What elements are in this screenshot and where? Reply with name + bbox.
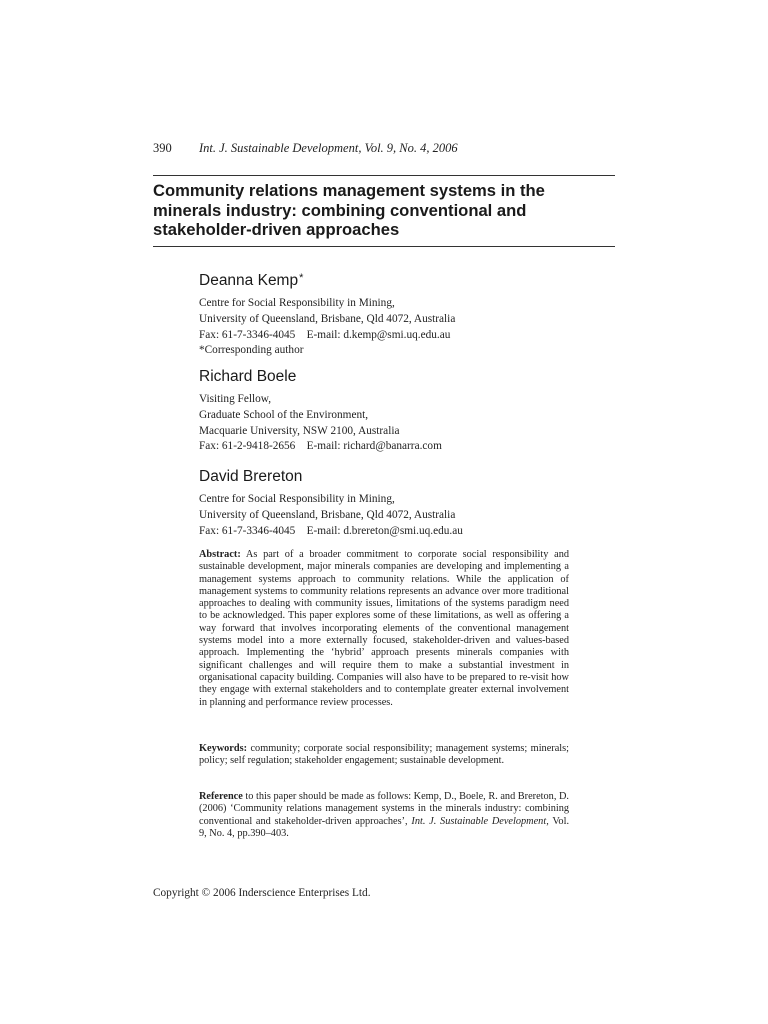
abstract-text: As part of a broader commitment to corporate social responsibility and sustainable development, major minerals companies are developing and implementing a management systems approach to community relations. While the application of management systems to community relations represents an advance over more traditional approaches to dealing with community issues, limitations of the systems paradigm need to be acknowledged. This paper explores some of these limitations, as well as offering a way forward that involves incorporating elements of the conventional management systems model into a more externally focused, stakeholder-driven and values-based approach. Implementing the ‘hybrid’ approach presents minerals companies with significant challenges and will require them to make a substantial investment in organisational capacity building. Companies will also have to be prepared to re-visit how they engage with external stakeholders and to contemplate greater external involvement in planning and performance review processes. (199, 549, 569, 708)
keywords (199, 743, 569, 768)
author-affiliation-line: Graduate School of the Environment, (199, 408, 369, 421)
paper-title-line: minerals industry: combining conventional and (153, 200, 527, 220)
author-name (199, 269, 579, 290)
paper-title-line: stakeholder-driven approaches (153, 220, 400, 239)
author-contact-line: Fax: 61-7-3346-4045 E-mail: d.brereton@smi.uq.edu.au (199, 524, 463, 537)
running-head (153, 141, 458, 156)
abstract-label: Abstract: (199, 549, 241, 560)
corresponding-author-marker: * (299, 272, 304, 284)
author-name-text: Deanna Kemp (199, 272, 299, 289)
author-affiliation-line: Macquarie University, NSW 2100, Australia (199, 424, 400, 437)
author-block-boele (199, 368, 579, 455)
author-affiliation-line: Visiting Fellow, (199, 393, 272, 405)
author-affiliation-line: Centre for Social Responsibility in Mining, (199, 493, 395, 505)
keywords-label: Keywords: (199, 743, 248, 754)
reference-note (199, 791, 569, 840)
author-name-text: Richard Boele (199, 368, 297, 385)
paper-title (153, 181, 623, 240)
title-top-rule (153, 175, 615, 176)
author-affiliation-line: Centre for Social Responsibility in Mining, (199, 297, 395, 309)
author-block-brereton (199, 468, 579, 539)
reference-details: , Vol. 9, No. 4, pp.390–403. (199, 815, 570, 839)
author-contact-line: Fax: 61-7-3346-4045 E-mail: d.kemp@smi.uq.edu.au (199, 328, 451, 341)
author-name (199, 368, 579, 386)
author-block-kemp (199, 269, 579, 359)
abstract (199, 549, 569, 709)
corresponding-author-note: *Corresponding author (199, 344, 304, 357)
reference-label: Reference (199, 791, 243, 802)
page-number: 390 (153, 141, 172, 155)
author-name (199, 468, 579, 486)
keywords-text: community; corporate social responsibility; management systems; minerals; policy; self regulation; stakeholder engagement; sustainable development. (199, 743, 570, 767)
reference-text: to this paper should be made as follows: Kemp, D., Boele, R. and Brereton, D. (2006) ‘Community relations management systems in the minerals industry: combining conventional and stakeholder-driven approaches’, (199, 791, 569, 827)
copyright-notice: Copyright © 2006 Inderscience Enterprises Ltd. (153, 887, 371, 899)
reference-journal: Int. J. Sustainable Development (411, 815, 547, 827)
paper-title-line: Community relations management systems in the (153, 181, 545, 200)
journal-reference: Int. J. Sustainable Development, Vol. 9, No. 4, 2006 (199, 141, 458, 155)
author-name-text: David Brereton (199, 468, 303, 485)
title-bottom-rule (153, 246, 615, 247)
author-affiliation-line: University of Queensland, Brisbane, Qld 4072, Australia (199, 312, 456, 325)
author-affiliation-line: University of Queensland, Brisbane, Qld 4072, Australia (199, 508, 456, 521)
author-contact-line: Fax: 61-2-9418-2656 E-mail: richard@banarra.com (199, 440, 442, 453)
